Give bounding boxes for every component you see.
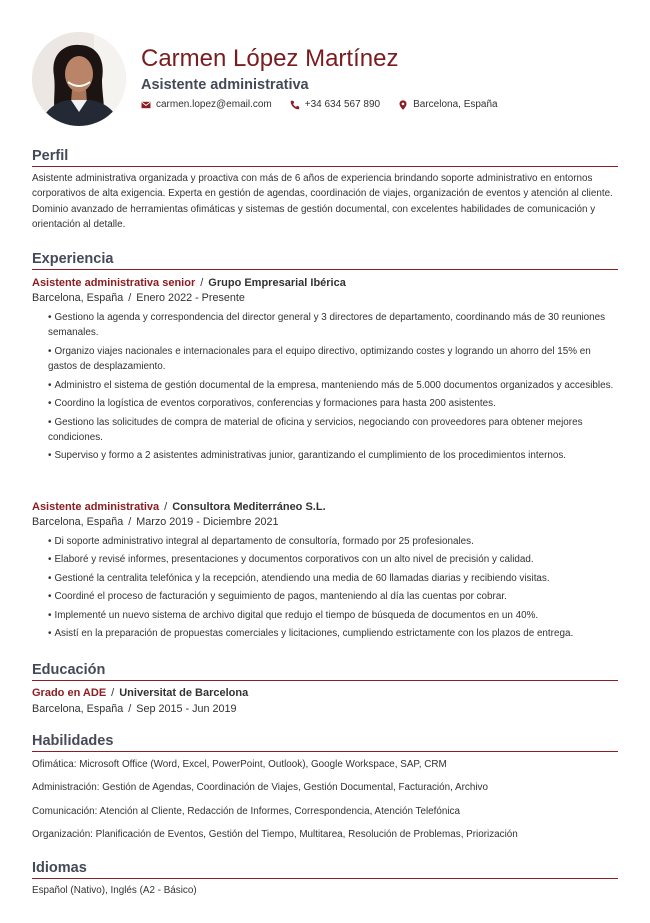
section-heading-perfil: Perfil (32, 147, 618, 167)
education-title-line: Grado en ADE / Universitat de Barcelona (32, 687, 249, 699)
contact-info (141, 98, 498, 112)
education-location: Barcelona, España (32, 703, 124, 715)
location-text: Barcelona, España (413, 99, 498, 110)
job-company: Consultora Mediterráneo S.L. (172, 501, 326, 513)
section-heading-idiomas: Idiomas (32, 859, 618, 879)
education-degree: Grado en ADE (32, 687, 107, 699)
section-heading-experiencia: Experiencia (32, 250, 618, 270)
job-position: Asistente administrativa (32, 501, 160, 513)
map-pin-icon (398, 100, 408, 110)
languages-text: Español (Nativo), Inglés (A2 - Básico) (32, 885, 197, 896)
bullet-item: • Superviso y formo a 2 asistentes administrativas junior, garantizando el cumplimiento de los procedimientos internos. (48, 448, 618, 463)
bullet-item: • Gestiono la agenda y correspondencia del director general y 3 directores de departamento, coordinando más de 30 reuniones semanales. (48, 310, 618, 341)
job-meta: Barcelona, España / Marzo 2019 - Diciembre 2021 (32, 516, 279, 528)
bullet-item: • Coordiné el proceso de facturación y seguimiento de pagos, manteniendo al día las cuentas por cobrar. (48, 589, 618, 604)
phone-icon (290, 100, 300, 110)
email-text: carmen.lopez@email.com (156, 99, 272, 110)
skill-line: Comunicación: Atención al Cliente, Redacción de Informes, Correspondencia, Atención Telefónica (32, 806, 460, 817)
job-location: Barcelona, España (32, 516, 124, 528)
resume-header (32, 32, 618, 126)
job-title-line: Asistente administrativa senior / Grupo Empresarial Ibérica (32, 277, 346, 289)
job-title-line: Asistente administrativa / Consultora Mediterráneo S.L. (32, 501, 326, 513)
bullet-item: • Gestioné la centralita telefónica y la recepción, atendiendo una media de 60 llamadas diarias y recibiendo visitas. (48, 571, 618, 586)
profile-photo (32, 32, 126, 126)
bullet-item: • Gestiono las solicitudes de compra de material de oficina y servicios, negociando con proveedores para obtener mejores condiciones. (48, 415, 618, 446)
candidate-title: Asistente administrativa (141, 77, 309, 93)
education-dates: Sep 2015 - Jun 2019 (136, 703, 237, 715)
job-location: Barcelona, España (32, 292, 124, 304)
job-company: Grupo Empresarial Ibérica (208, 277, 346, 289)
job-meta: Barcelona, España / Enero 2022 - Presente (32, 292, 245, 304)
bullet-item: • Di soporte administrativo integral al departamento de consultoría, formado por 25 profesionales. (48, 534, 618, 549)
education-school: Universitat de Barcelona (119, 687, 249, 699)
contact-location (398, 98, 498, 112)
skill-line: Organización: Planificación de Eventos, Gestión del Tiempo, Multitarea, Resolución de Problemas, Priorización (32, 829, 518, 840)
bullet-item: • Elaboré y revisé informes, presentaciones y documentos corporativos con un alto nivel de precisión y calidad. (48, 552, 618, 567)
job-dates: Enero 2022 - Presente (136, 292, 245, 304)
job-position: Asistente administrativa senior (32, 277, 196, 289)
section-heading-habilidades: Habilidades (32, 732, 618, 752)
bullet-item: • Asistí en la preparación de propuestas comerciales y licitaciones, cumpliendo estrictamente con los plazos de entrega. (48, 626, 618, 641)
education-meta: Barcelona, España / Sep 2015 - Jun 2019 (32, 703, 237, 715)
envelope-icon (141, 100, 151, 110)
bullet-item: • Coordino la logística de eventos corporativos, conferencias y formaciones para hasta 200 asistentes. (48, 396, 618, 411)
bullet-item: • Administro el sistema de gestión documental de la empresa, manteniendo más de 5.000 documentos organizados y accesibles. (48, 378, 618, 393)
contact-phone[interactable] (290, 98, 380, 112)
job-bullets (48, 310, 618, 467)
job-dates: Marzo 2019 - Diciembre 2021 (136, 516, 279, 528)
contact-email[interactable] (141, 98, 272, 112)
candidate-name: Carmen López Martínez (141, 45, 399, 72)
profile-summary: Asistente administrativa organizada y proactiva con más de 6 años de experiencia brindando soporte administrativo en entornos corporativos de alta exigencia. Experta en gestión de agendas, coordinación de viajes, organización de eventos y atención al cliente. Dominio avanzado de herramientas ofimáticas y sistemas de gestión documental, con excelentes habilidades de comunicación y orientación al detalle. (32, 173, 613, 230)
section-heading-educacion: Educación (32, 661, 618, 681)
bullet-item: • Implementé un nuevo sistema de archivo digital que redujo el tiempo de búsqueda de documentos en un 40%. (48, 608, 618, 623)
skill-line: Administración: Gestión de Agendas, Coordinación de Viajes, Gestión Documental, Facturación, Archivo (32, 782, 488, 793)
job-bullets (48, 534, 618, 645)
phone-text: +34 634 567 890 (304, 99, 381, 110)
skill-line: Ofimática: Microsoft Office (Word, Excel, PowerPoint, Outlook), Google Workspace, SAP, CRM (32, 759, 447, 770)
bullet-item: • Organizo viajes nacionales e internacionales para el equipo directivo, optimizando costes y logrando un ahorro del 15% en gastos de desplazamiento. (48, 344, 618, 375)
